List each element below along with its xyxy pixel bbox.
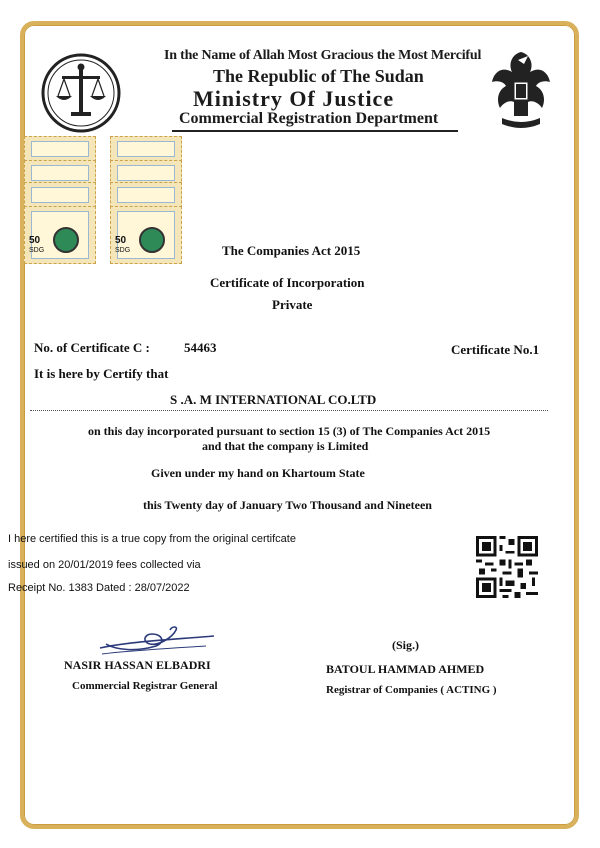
stamp-currency: SDG [29, 247, 45, 254]
company-name: S .A. M INTERNATIONAL CO.LTD [170, 392, 377, 407]
limited-line: and that the company is Limited [202, 439, 369, 453]
revenue-stamp [110, 136, 182, 162]
issued-fees-note: issued on 20/01/2019 fees collected via [8, 559, 201, 571]
company-type: Private [272, 297, 313, 312]
given-under-hand: Given under my hand on Khartoum State [151, 466, 365, 480]
companies-act-heading: The Companies Act 2015 [222, 243, 361, 258]
true-copy-note: I here certified this is a true copy from the original certifcate [8, 533, 296, 545]
incorporation-line: on this day incorporated pursuant to section 15 (3) of The Companies Act 2015 [88, 424, 491, 438]
signature-mark [96, 620, 220, 660]
header-ministry: Ministry Of Justice [193, 86, 395, 111]
stamp-value: 50 [115, 235, 127, 246]
receipt-note: Receipt No. 1383 Dated : 28/07/2022 [8, 582, 190, 594]
justice-scales-logo [40, 52, 122, 134]
stamp-flag-icon [139, 227, 165, 253]
left-signatory-name: NASIR HASSAN ELBADRI [64, 658, 211, 672]
sudan-emblem [488, 46, 554, 130]
stamp-value: 50 [29, 235, 41, 246]
certificate-number-value: 54463 [184, 340, 217, 355]
revenue-stamp [24, 182, 96, 208]
issue-date-line: this Twenty day of January Two Thousand and Nineteen [143, 498, 432, 512]
revenue-stamp-50 [24, 206, 96, 264]
revenue-stamps [24, 136, 194, 266]
right-signatory-name: BATOUL HAMMAD AHMED [326, 662, 485, 676]
certificate-number-label: No. of Certificate C : [34, 340, 150, 355]
certify-statement: It is here by Certify that [34, 366, 169, 381]
certificate-title: Certificate of Incorporation [210, 275, 365, 290]
qr-code [476, 536, 538, 598]
header-republic: The Republic of The Sudan [213, 66, 424, 86]
stamp-flag-icon [53, 227, 79, 253]
header-basmala: In the Name of Allah Most Gracious the Most Merciful [164, 48, 482, 63]
right-signatory-title: Registrar of Companies ( ACTING ) [326, 684, 497, 696]
certificate-sequence: Certificate No.1 [451, 342, 540, 357]
revenue-stamp [24, 136, 96, 162]
signature-label: (Sig.) [392, 638, 419, 652]
stamp-currency: SDG [115, 247, 131, 254]
header-department: Commercial Registration Department [179, 110, 439, 127]
header-underline [172, 130, 458, 132]
revenue-stamp-50 [110, 206, 182, 264]
revenue-stamp [110, 182, 182, 208]
left-signatory-title: Commercial Registrar General [72, 680, 218, 692]
company-name-dotted-line [30, 410, 548, 411]
